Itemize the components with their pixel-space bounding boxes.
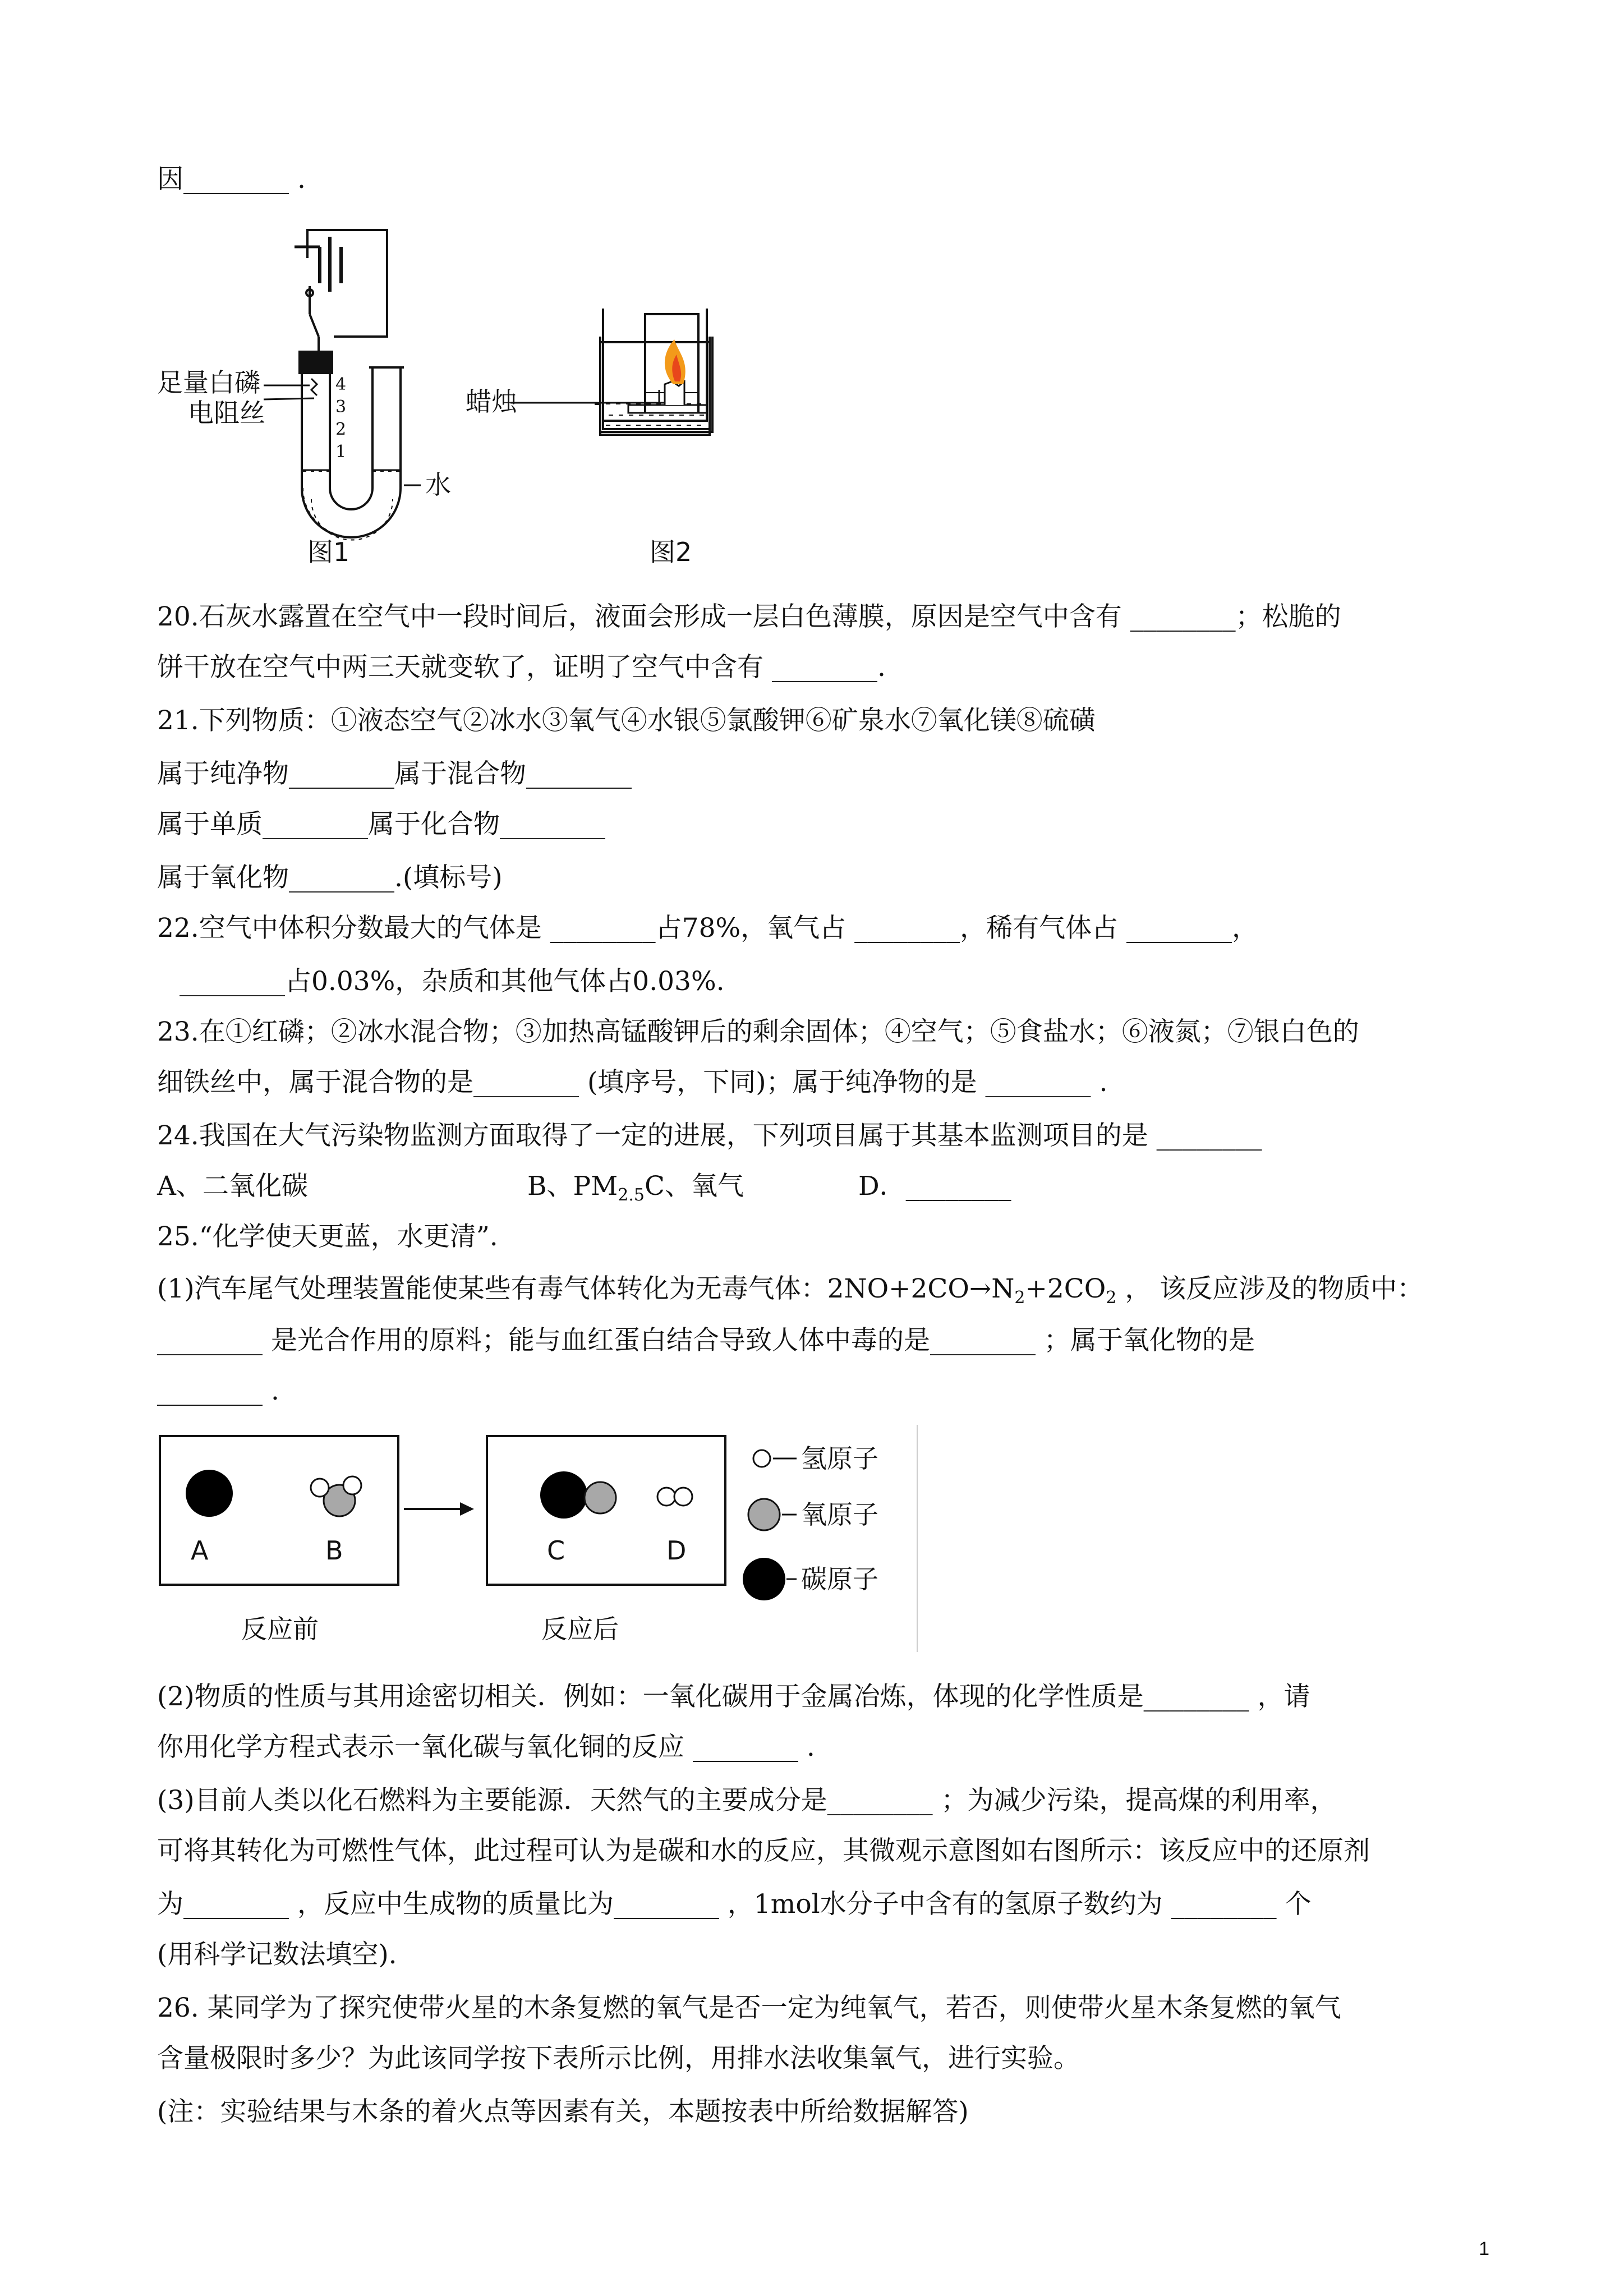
- scale-mark: 2: [335, 420, 347, 439]
- text-line-equation: (1)汽车尾气处理装置能使某些有毒气体转化为无毒气体：$2NO+2CO\to N_2+2CO_2$ ， 该反应涉及的物质中：: [157, 1273, 1424, 1308]
- caption-before: 反应前: [241, 1614, 319, 1644]
- battery-circuit: [295, 230, 387, 351]
- text-line: 可将其转化为可燃性气体，此过程可认为是碳和水的反应，其微观示意图如右图所示：该反应中的还原剂: [157, 1835, 1370, 1866]
- reaction-diagram: [151, 1425, 937, 1672]
- text-line: 属于氧化物________.(填标号): [157, 862, 503, 893]
- text-line: 23.在①红磷；②冰水混合物；③加热高锰酸钾后的剩余固体；④空气；⑤食盐水；⑥液氮；⑦银白色的: [157, 1016, 1359, 1047]
- figure-1-2: [151, 224, 825, 589]
- scale-mark: 1: [335, 442, 347, 462]
- text-line: 24.我国在大气污染物监测方面取得了一定的进展，下列项目属于其基本监测项目的是 ________: [157, 1120, 1262, 1151]
- text-line: 21.下列物质：①液态空气②冰水③氧气④水银⑤氯酸钾⑥矿泉水⑦氧化镁⑧硫磺: [157, 705, 1096, 736]
- text-line: 你用化学方程式表示一氧化碳与氧化铜的反应 ________ .: [157, 1732, 815, 1763]
- text-line: 25.“化学使天更蓝，水更清”.: [157, 1221, 498, 1252]
- label-resistance-wire: 电阻丝: [188, 398, 265, 428]
- text-line: 因________ .: [157, 164, 306, 195]
- text-line: (3)目前人类以化石燃料为主要能源．天然气的主要成分是________ ；为减少污染，提高煤的利用率，: [157, 1785, 1337, 1816]
- legend-carbon-atom: [743, 1558, 785, 1600]
- molecule-c-carbon: [540, 1471, 587, 1519]
- legend-hydrogen-label: 氢原子: [801, 1443, 878, 1474]
- text-line: ________占0.03%，杂质和其他气体占0.03%.: [180, 966, 725, 997]
- molecule-d-hydrogen: [674, 1488, 692, 1506]
- scale-mark: 4: [335, 375, 347, 394]
- molecule-a-carbon: [186, 1470, 233, 1517]
- legend-oxygen-atom: [748, 1499, 780, 1530]
- text-line: (2)物质的性质与其用途密切相关．例如：一氧化碳用于金属冶炼，体现的化学性质是________ ，请: [157, 1681, 1310, 1712]
- text-line: 20.石灰水露置在空气中一段时间后，液面会形成一层白色薄膜，原因是空气中含有 ________；松脆的: [157, 601, 1341, 632]
- trough-outer: [600, 337, 712, 432]
- legend-carbon-label: 碳原子: [801, 1564, 878, 1594]
- text-line: 饼干放在空气中两三天就变软了，证明了空气中含有 ________.: [157, 652, 886, 683]
- option-a: A、二氧化碳: [157, 1171, 308, 1202]
- option-b: B、$PM_{2.5}C$、氧气: [527, 1171, 744, 1205]
- page-number: 1: [1479, 2238, 1489, 2260]
- text-line: ________ 是光合作用的原料；能与血红蛋白结合导致人体中毒的是________ ；属于氧化物的是: [157, 1325, 1255, 1356]
- text-line: ________ .: [157, 1375, 279, 1406]
- text-line: 属于纯净物________属于混合物________: [157, 758, 632, 789]
- water: [303, 471, 401, 540]
- option-d: D．________: [858, 1171, 1011, 1202]
- rubber-stopper: [298, 351, 333, 374]
- text-line: (用科学记数法填空).: [157, 1939, 397, 1970]
- text-line: 细铁丝中，属于混合物的是________ (填序号，下同)；属于纯净物的是 ________ .: [157, 1067, 1108, 1098]
- label-c: C: [547, 1535, 565, 1566]
- label-phosphorus: 足量白磷: [157, 367, 260, 398]
- text-line: 为________ ，反应中生成物的质量比为________ ，1mol水分子中含有的氢原子数约为 ________ 个: [157, 1889, 1312, 1920]
- scale-mark: 3: [335, 397, 347, 417]
- caption-fig1: 图1: [307, 537, 350, 567]
- figure-2-apparatus: [595, 309, 710, 435]
- text-line: 26. 某同学为了探究使带火星的木条复燃的氧气是否一定为纯氧气，若否，则使带火星木条复燃的氧气: [157, 1993, 1341, 2023]
- legend-oxygen-label: 氧原子: [801, 1499, 878, 1530]
- text-line: (注：实验结果与木条的着火点等因素有关，本题按表中所给数据解答): [157, 2096, 969, 2127]
- u-tube: [302, 367, 404, 537]
- label-d: D: [666, 1535, 687, 1566]
- text-line: 22.空气中体积分数最大的气体是 ________占78%，氧气占 ________，稀有气体占 ________，: [157, 913, 1259, 944]
- text-line: 含量极限时多少？为此该同学按下表所示比例，用排水法收集氧气，进行实验。: [157, 2043, 1080, 2074]
- label-water: 水: [425, 470, 451, 500]
- caption-after: 反应后: [541, 1614, 619, 1644]
- label-candle: 蜡烛: [466, 386, 517, 417]
- caption-fig2: 图2: [650, 537, 692, 567]
- molecule-c-oxygen: [585, 1482, 616, 1513]
- molecule-b-hydrogen: [343, 1476, 361, 1494]
- label-b: B: [325, 1535, 343, 1566]
- legend-hydrogen-atom: [753, 1450, 770, 1467]
- molecule-b-hydrogen: [311, 1479, 329, 1497]
- label-a: A: [191, 1535, 209, 1566]
- molecule-d-hydrogen: [657, 1488, 675, 1506]
- text-line: 属于单质________属于化合物________: [157, 809, 605, 840]
